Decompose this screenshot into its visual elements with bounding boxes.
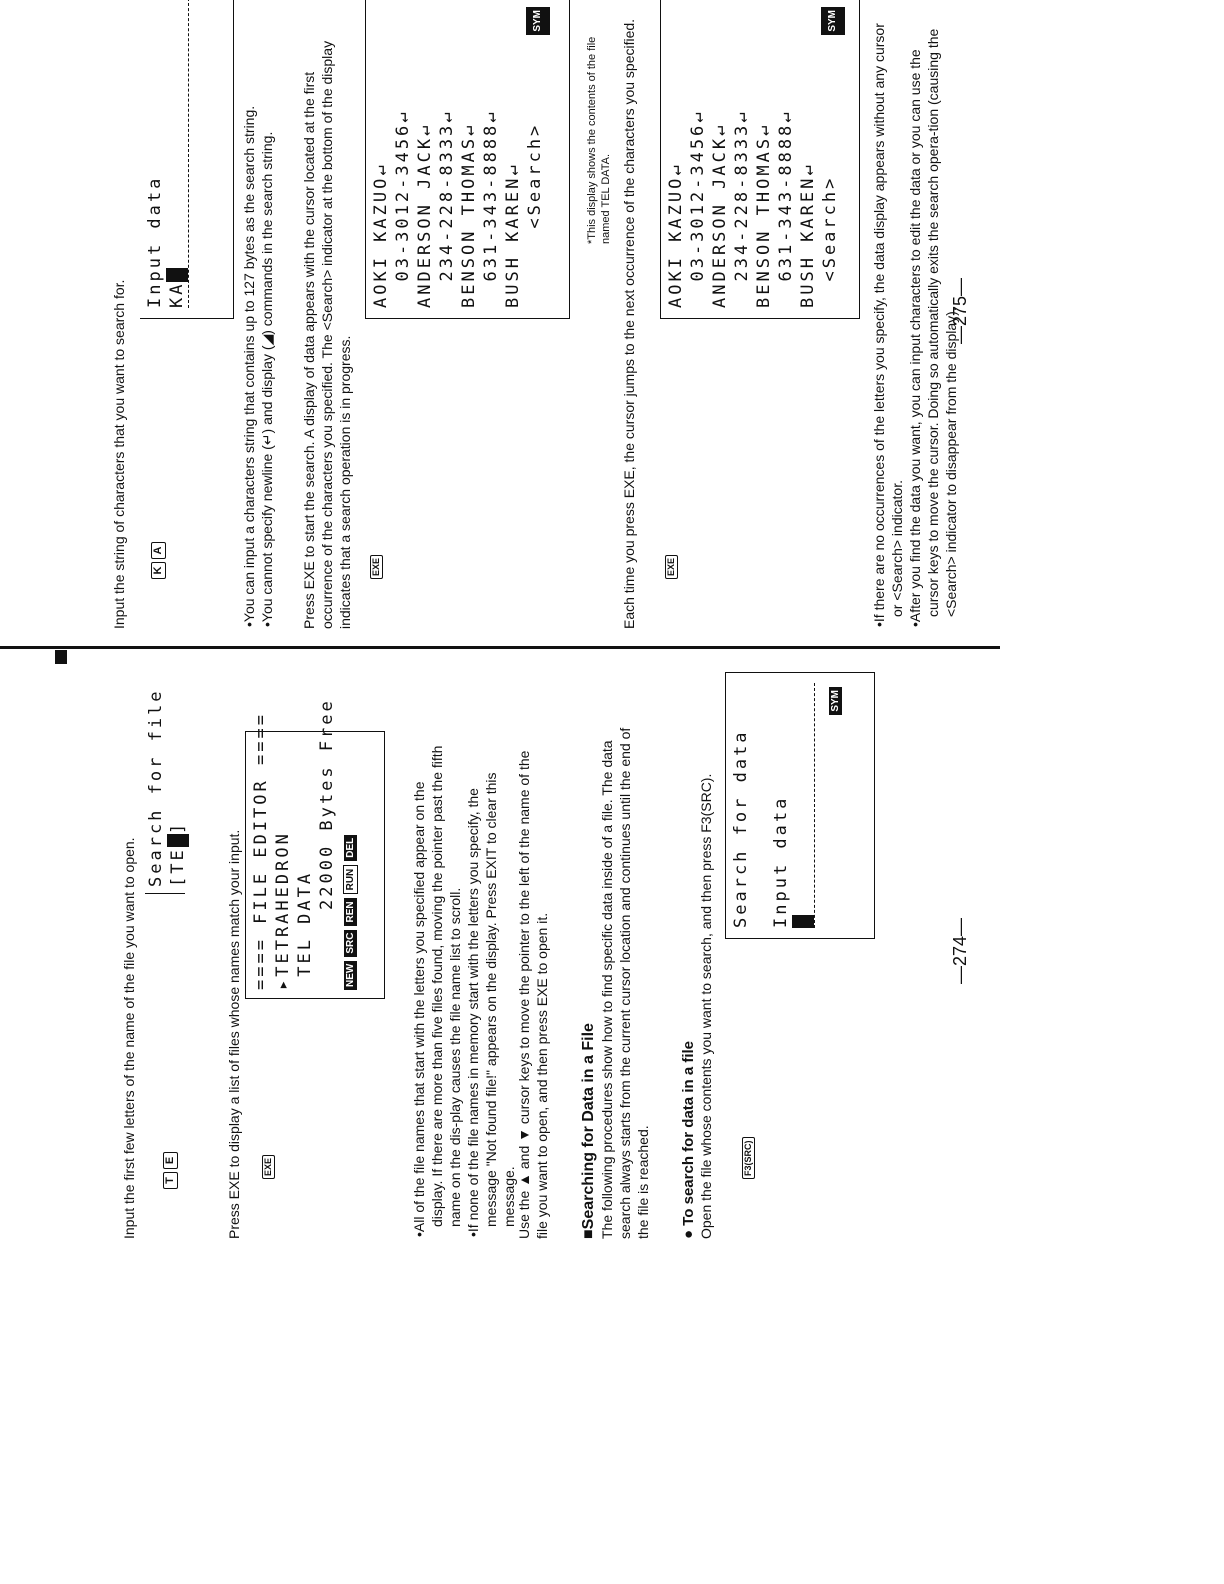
exe-key: EXE: [370, 555, 383, 579]
softkey-del[interactable]: DEL: [344, 835, 357, 861]
section-body: The following procedures show how to find specific data inside of a file. The data search always starts from the current cursor location and continues until the end of the file is reached.: [599, 727, 651, 1239]
page-number-274: —274—: [950, 917, 970, 984]
free-bytes: 22000 Bytes Free: [317, 698, 337, 910]
key-t: T: [163, 1172, 178, 1189]
lcd-line-ka: KA: [166, 0, 188, 308]
lcd-input-line: [792, 683, 814, 928]
lcd-line-search-data: Search for data: [731, 729, 751, 928]
softkey-src[interactable]: SRC: [344, 930, 357, 957]
result-row: BUSH KAREN↵: [503, 162, 523, 308]
page-number-275: —275—: [950, 277, 970, 344]
result-row: ANDERSON JACK↵: [415, 122, 435, 308]
display-note: *This display shows the contents of the file named TEL DATA.: [586, 36, 612, 244]
lcd-search-file: [145, 688, 188, 894]
dashed-rule: [188, 0, 189, 308]
cursor-block: [166, 268, 188, 281]
press-exe-text: Press EXE to display a list of files whose names match your input.: [226, 829, 242, 1239]
subsection-search-data: [680, 724, 715, 1239]
bullet-files-found: •All of the file names that start with the letters you specified appear on the display. If there are more than five files found, moving the pointer past the fifth name on the dis-play causes the file name list to scroll.: [411, 745, 463, 1237]
search-indicator-row: <Search> SYM: [524, 3, 546, 308]
bullet-no-occurrences: •If there are no occurrences of the letters you specify, the data display appears without any cursor or <Search> indicator.: [871, 23, 905, 627]
result-row: 03-3012-3456↵: [688, 109, 708, 308]
softkey-bar: [338, 740, 358, 990]
result-row: 03-3012-3456↵: [393, 109, 413, 308]
each-time-text: Each time you press EXE, the cursor jumps to the next occurrence of the characters you specified.: [621, 18, 637, 629]
softkey-run[interactable]: RUN: [343, 865, 358, 895]
softkey-sym[interactable]: SYM: [821, 7, 845, 35]
cursor-block: [792, 915, 814, 928]
softkey-sym[interactable]: SYM: [526, 7, 550, 35]
exe-key: EXE: [262, 1155, 275, 1179]
softkey-ren[interactable]: REN: [344, 898, 357, 925]
lcd-input-ka: [140, 0, 234, 319]
softkey-new[interactable]: NEW: [344, 961, 357, 990]
result-row: 631-343-8888↵: [776, 109, 796, 308]
lcd-line-input-data: Input data: [771, 795, 791, 928]
key-sequence-ka: [148, 539, 166, 579]
key-a: A: [151, 542, 166, 559]
result-row: AOKI KAZUO↵: [371, 162, 391, 308]
lcd-search-results-2: [660, 0, 860, 319]
softkey-sym[interactable]: SYM: [829, 687, 842, 715]
result-row: BENSON THOMAS↵: [754, 122, 774, 308]
bullet-127-bytes: •You can input a characters string that contains up to 127 bytes as the search string.: [241, 105, 257, 627]
bullets-no-occurrence: [870, 9, 960, 629]
page-275: [0, 0, 1224, 684]
result-row: AOKI KAZUO↵: [666, 162, 686, 308]
file-editor-title: ==== FILE EDITOR ====: [251, 712, 271, 990]
lcd-line-input-data: Input data: [145, 175, 165, 308]
exe-key: EXE: [665, 555, 678, 579]
result-row: 631-343-8888↵: [481, 109, 501, 308]
key-k: K: [151, 562, 166, 579]
result-row: BUSH KAREN↵: [798, 162, 818, 308]
result-row: 234-228-8333↵: [732, 109, 752, 308]
subsection-title: ● To search for data in a file: [680, 1041, 697, 1239]
lcd-search-results-1: [365, 0, 570, 319]
file-item-tel-data[interactable]: TEL DATA: [295, 870, 315, 990]
section-searching-data: [580, 724, 652, 1239]
subsection-body: Open the file whose contents you want to search, and then press F3(SRC).: [698, 773, 714, 1239]
search-indicator-row: <Search> SYM: [819, 3, 841, 308]
intro-text: Input the first few letters of the name of the file you want to open.: [121, 837, 137, 1239]
softkey-bar-sym: [823, 683, 842, 928]
f3-src-label: [738, 1135, 756, 1180]
lcd-line-te-input: [TE ]: [168, 820, 188, 887]
bullet-not-found: •If none of the file names in memory start with the letters you specify, the message "Not found file!" appears on the display. Press EXIT to clear this message.: [465, 772, 517, 1237]
lcd-search-data: [725, 672, 875, 939]
key-sequence-te: [160, 1149, 178, 1189]
result-row: 234-228-8333↵: [437, 109, 457, 308]
lcd-line-search-file: Search for file: [146, 688, 166, 887]
file-item-tetrahedron[interactable]: ▸TETRAHEDRON: [273, 831, 293, 990]
result-row: ANDERSON JACK↵: [710, 122, 730, 308]
section-title: ■Searching for Data in a File: [580, 1023, 597, 1239]
bullet-edit-after-find: •After you find the data you want, you can input characters to edit the data or you can use the cursor keys to move the cursor. Doing so automatically exits the search opera-tion (causing the <Search> indicator to disappear from the display).: [907, 28, 959, 627]
bullet-list-file: [410, 739, 518, 1239]
dashed-rule: [814, 683, 815, 928]
cursor-keys-text: Use the ▲ and ▼ cursor keys to move the pointer to the left of the name of the file you want to open, and then press EXE to open it.: [516, 750, 550, 1239]
result-row: BENSON THOMAS↵: [459, 122, 479, 308]
lcd-file-editor: [245, 698, 385, 999]
bullet-no-newline: •You cannot specify newline (↵) and display (◢) commands in the search string.: [259, 131, 275, 627]
cursor-block: [167, 834, 189, 847]
page-274: [0, 688, 1224, 1584]
press-exe-start-text: Press EXE to start the search. A display of data appears with the cursor located at the first occurrence of the characters you specified. The <Search> indicator at the bottom of the display indicates that a search operation is in progress.: [301, 40, 353, 629]
intro-text: Input the string of characters that you want to search for.: [111, 279, 127, 629]
f3-key-label: F3(SRC): [742, 1138, 755, 1180]
bullet-list-search-string: [240, 9, 276, 629]
key-e: E: [163, 1152, 178, 1169]
